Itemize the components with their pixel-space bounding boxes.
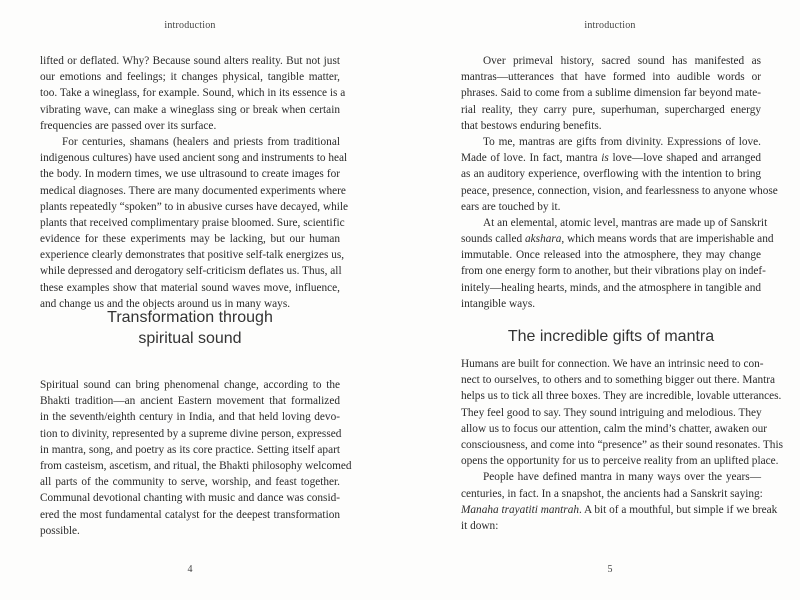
body-text-before [40, 53, 349, 312]
text-line: lifted or deflated. Why? Because sound alters reality. But not just [40, 55, 340, 67]
text-line: experience clearly demonstrates that positive self-talk energizes us, [40, 249, 345, 262]
text-line: medical diagnoses. There are many documented experiments where [40, 184, 346, 197]
paragraph [40, 377, 352, 539]
paragraph [461, 356, 783, 469]
text-line: At an elemental, atomic level, mantras are made up of Sanskrit [483, 216, 768, 229]
text-line: too. Take a wineglass, for example. Sound, which in its essence is a [40, 87, 346, 100]
paragraph [461, 469, 778, 534]
text-line: intangible ways. [461, 297, 536, 310]
running-head: introduction [584, 20, 636, 31]
text-line: Spiritual sound can bring phenomenal change, according to the [40, 379, 340, 391]
page-number: 4 [187, 564, 193, 575]
text-line: Made of love. In fact, mantra is love—love shaped and arranged [461, 152, 762, 165]
text-line: indigenous cultures) have used ancient song and instruments to heal [40, 152, 348, 165]
paragraph [40, 53, 346, 134]
text-line: all parts of the community to serve, worship, and feast together. [40, 476, 340, 489]
text-line: that bestows enduring benefits. [461, 119, 602, 132]
text-line: ears are touched by it. [461, 200, 561, 213]
text-line: immutable. Once released into the atmosphere, they may change [461, 249, 761, 262]
paragraph [461, 215, 774, 312]
text-line: plants that received complimentary praise bloomed. Sure, scientific [40, 216, 345, 229]
paragraph [461, 134, 778, 215]
text-line: from one energy form to another, but their vibrations play on indef- [461, 265, 766, 278]
body-text-after [40, 377, 352, 539]
text-line: as an auditory experience, overflowing with the intention to bring [461, 168, 761, 181]
text-line: peace, presence, connection, vision, and fearlessness to anyone whose [461, 184, 778, 197]
text-line: frequencies are passed over its surface. [40, 119, 217, 132]
text-line: Over primeval history, sacred sound has manifested as [483, 55, 761, 67]
text-line: consciousness, and come into “presence” as their sound resonates. This [461, 438, 783, 451]
text-line: while depressed and derogatory self-criticism deflates us. Thus, all [40, 265, 342, 278]
heading-line: The incredible gifts of mantra [507, 328, 715, 345]
heading-line: Transformation through [107, 309, 273, 326]
section-heading [461, 326, 761, 347]
text-line: evidence for these experiments may be lacking, but our human [40, 233, 340, 246]
text-line: tion to divinity, represented by a supreme divine person, expressed [40, 427, 342, 440]
italic-term: akshara [525, 233, 562, 246]
text-line: opens the opportunity for us to perceive reality from an uplifted place. [461, 455, 779, 468]
text-line: sounds called akshara, which means words that are imperishable and [461, 233, 774, 246]
body-text-after [461, 356, 783, 534]
text-line: phrases. Said to come from a sublime dimension far beyond mate- [461, 87, 761, 100]
paragraph [461, 53, 761, 134]
text-line: rial reality, they carry pure, superhuman, supercharged energy [461, 103, 761, 116]
text-line: They feel good to say. They sound intriguing and melodious. They [461, 406, 762, 419]
italic-term: is [601, 152, 609, 165]
text-line: mantras—utterances that have formed into audible words or [461, 71, 761, 84]
text-line: plants repeatedly “spoken” to in abusive curses have decayed, while [40, 200, 349, 213]
text-line: from casteism, ascetism, and ritual, the Bhakti philosophy welcomed [40, 459, 352, 472]
text-line: For centuries, shamans (healers and priests from traditional [62, 135, 340, 148]
text-line: and change us and the objects around us in many ways. [40, 297, 291, 310]
text-line: Humans are built for connection. We have an intrinsic need to con- [461, 358, 764, 370]
italic-term: Manaha trayatiti mantrah [461, 503, 579, 516]
text-line: in mantra, song, and poetry as its core practice. Setting itself apart [40, 443, 340, 456]
heading-line: spiritual sound [138, 330, 242, 347]
text-line: nect to ourselves, to others and to something bigger out there. Mantra [461, 374, 776, 387]
text-line: the body. In modern times, we use ultrasound to create images for [40, 168, 340, 181]
text-line: helps us to tick all three boxes. They are incredible, lovable utterances. [461, 390, 782, 403]
paragraph [40, 134, 349, 312]
text-line: Communal devotional chanting with music and dance was consid- [40, 492, 340, 505]
text-line: vibrating wave, can make a wineglass sing or break when certain [40, 103, 340, 116]
running-head: introduction [164, 20, 216, 31]
text-line: it down: [461, 519, 499, 532]
text-line: initely—healing hearts, minds, and the atmosphere in tangible and [461, 281, 761, 294]
right-page [400, 0, 800, 600]
text-line: possible. [40, 524, 80, 537]
body-text-before [461, 53, 778, 312]
text-line: To me, mantras are gifts from divinity. Expressions of love. [483, 135, 761, 148]
text-line: in the seventh/eighth century in India, and that held loving devo- [40, 411, 340, 424]
text-line: Manaha trayatiti mantrah. A bit of a mouthful, but simple if we break [461, 503, 778, 516]
section-heading [40, 307, 340, 349]
text-line: these examples show that material sound waves move, influence, [40, 281, 340, 294]
text-line: Bhakti tradition—an ancient Eastern movement that formalized [40, 395, 340, 408]
text-line: ered the most fundamental catalyst for the deepest transformation [40, 508, 340, 521]
text-line: allow us to focus our attention, calm the mind’s chatter, awaken our [461, 422, 768, 435]
text-line: People have defined mantra in many ways over the years— [483, 471, 761, 484]
text-line: our emotions and feelings; it changes physical, tangible matter, [40, 71, 340, 84]
text-line: centuries, in fact. In a snapshot, the ancients had a Sanskrit saying: [461, 487, 763, 500]
page-number: 5 [607, 564, 613, 575]
